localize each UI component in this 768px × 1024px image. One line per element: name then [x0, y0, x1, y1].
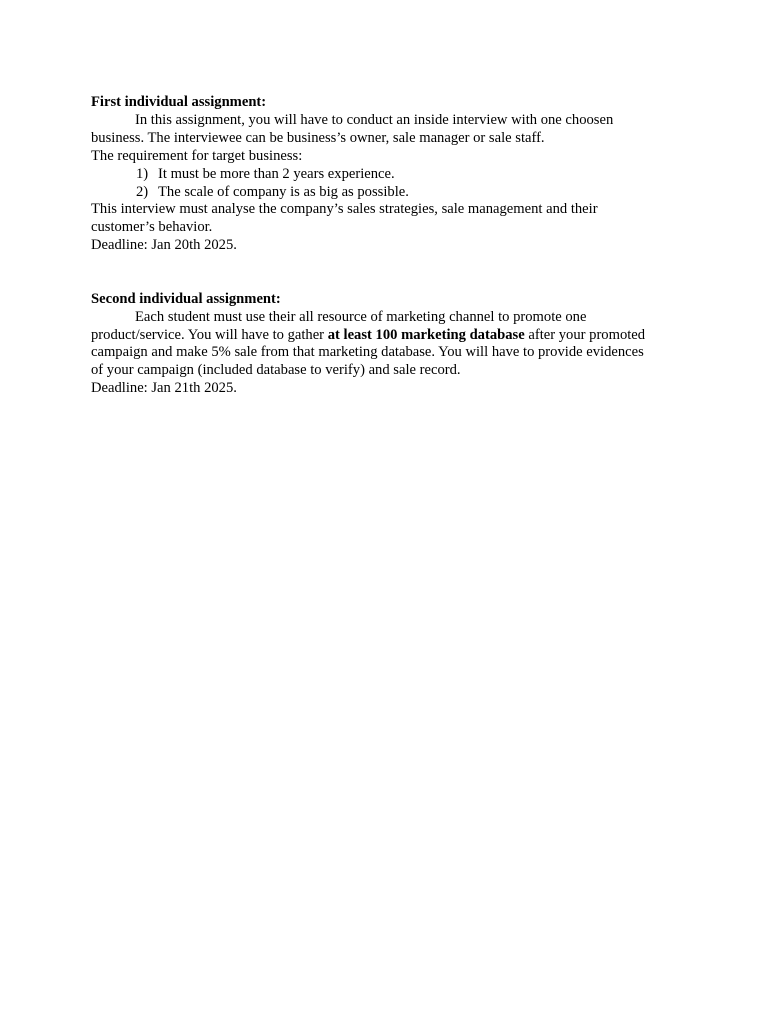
- first-assignment-paragraph-line: business. The interviewee can be business’s owner, sale manager or sale staff.: [91, 129, 545, 146]
- list-number: 1): [136, 165, 149, 182]
- first-assignment-heading: First individual assignment:: [91, 94, 267, 110]
- second-assignment-section: [91, 291, 681, 398]
- bold-text-run: at least 100 marketing database: [327, 326, 525, 343]
- requirement-intro: The requirement for target business:: [91, 147, 303, 164]
- second-assignment-paragraph-line: campaign and make 5% sale from that marketing database. You will have to provide evidences: [91, 344, 644, 361]
- first-assignment-analysis-line: This interview must analyse the company’s sales strategies, sale management and their: [91, 201, 598, 218]
- first-assignment-deadline: Deadline: Jan 20th 2025.: [91, 237, 237, 254]
- first-assignment-paragraph-line: In this assignment, you will have to conduct an inside interview with one choosen: [135, 111, 614, 128]
- requirement-list-item: [91, 184, 681, 202]
- document-page: [91, 94, 681, 398]
- list-number: 2): [136, 183, 149, 200]
- second-assignment-paragraph-line: of your campaign (included database to verify) and sale record.: [91, 362, 461, 379]
- text-run: after your promoted: [524, 326, 646, 343]
- list-item-text: It must be more than 2 years experience.: [158, 165, 395, 182]
- first-assignment-section: [91, 94, 681, 255]
- requirement-list-item: [91, 166, 681, 184]
- second-assignment-paragraph-line: Each student must use their all resource of marketing channel to promote one: [135, 308, 587, 325]
- second-assignment-deadline: Deadline: Jan 21th 2025.: [91, 380, 237, 397]
- second-assignment-heading: Second individual assignment:: [91, 290, 281, 307]
- text-run: product/service. You will have to gather: [91, 326, 328, 343]
- second-assignment-paragraph-line: [91, 327, 681, 345]
- list-item-text: The scale of company is as big as possible.: [158, 183, 409, 200]
- section-spacer: [91, 255, 681, 291]
- first-assignment-analysis-line: customer’s behavior.: [91, 219, 213, 236]
